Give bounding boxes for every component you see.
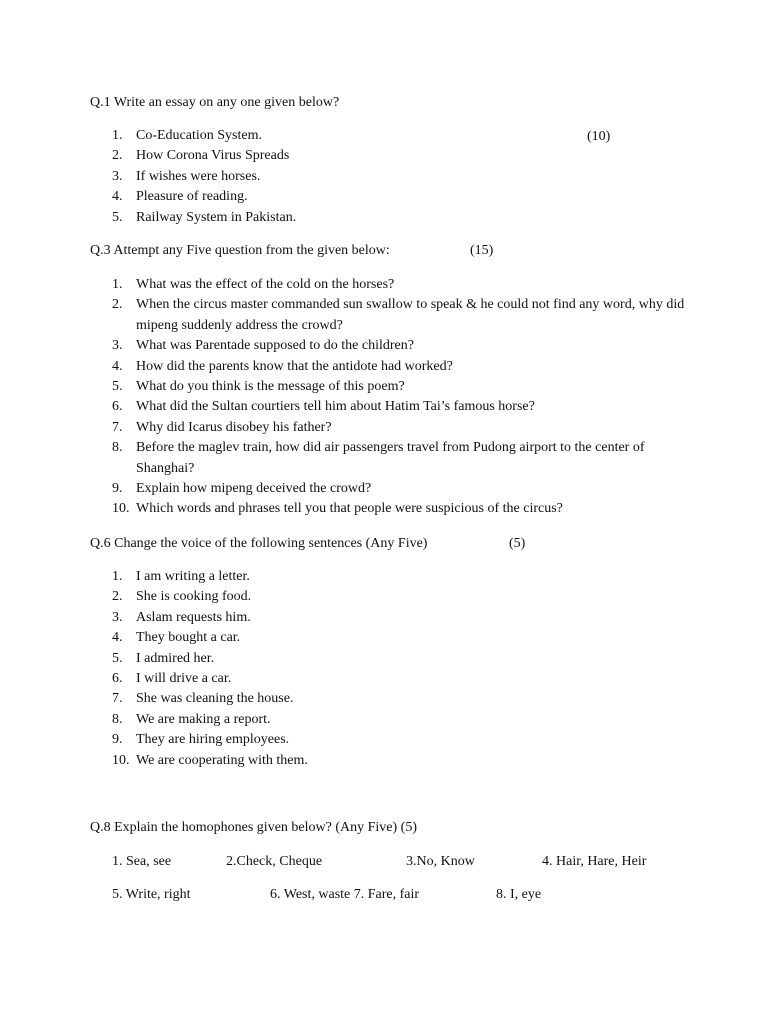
list-item: 4. They bought a car. [112, 630, 241, 646]
list-item: 2. How Corona Virus Spreads [112, 148, 290, 164]
homophone-5: 5. Write, right [112, 887, 191, 902]
q1-heading: Q.1 Write an essay on any one given below? [90, 95, 340, 110]
list-item: 7. Why did Icarus disobey his father? [112, 419, 332, 435]
list-item: 10. We are cooperating with them. [112, 752, 308, 768]
list-item: 1. I am writing a letter. [112, 569, 250, 584]
q3-list [112, 275, 692, 520]
list-item: 2. She is cooking food. [112, 589, 252, 605]
q1-marks: (10) [587, 129, 611, 144]
homophone-4: 4. Hair, Hare, Heir [542, 854, 647, 869]
list-item: 9. They are hiring employees. [112, 732, 290, 748]
list-item: 5. Railway System in Pakistan. [112, 209, 297, 225]
list-item: 7. She was cleaning the house. [112, 691, 294, 707]
q1-list [112, 126, 692, 228]
q3-marks: (15) [470, 243, 494, 258]
list-item: 5. What do you think is the message of this poem? [112, 379, 405, 395]
list-item: 10. Which words and phrases tell you that people were suspicious of the circus? [112, 501, 563, 517]
list-item: 5. I admired her. [112, 650, 215, 666]
q6-heading: Q.6 Change the voice of the following sentences (Any Five) [90, 536, 428, 551]
list-item: 6. What did the Sultan courtiers tell him about Hatim Tai’s famous horse? [112, 399, 535, 415]
q6-marks: (5) [509, 536, 526, 551]
q3-heading: Q.3 Attempt any Five question from the given below: [90, 243, 390, 258]
homophone-8: 8. I, eye [496, 887, 542, 902]
list-item: 9. Explain how mipeng deceived the crowd? [112, 481, 372, 497]
list-item: 8. Before the maglev train, how did air passengers travel from Pudong airport to the center of Shanghai? [112, 440, 645, 476]
list-item: 4. Pleasure of reading. [112, 189, 248, 205]
list-item: 3. Aslam requests him. [112, 609, 251, 625]
list-item: 1. What was the effect of the cold on the horses? [112, 277, 395, 292]
q6-list [112, 567, 692, 771]
list-item: 3. If wishes were horses. [112, 168, 261, 184]
list-item: 1. Co-Education System. [112, 128, 262, 143]
list-item: 2. When the circus master commanded sun swallow to speak & he could not find any word, why did mipeng suddenly address the crowd? [112, 297, 685, 333]
homophone-2: 2.Check, Cheque [226, 854, 323, 869]
list-item: 4. How did the parents know that the antidote had worked? [112, 358, 453, 374]
list-item: 3. What was Parentade supposed to do the children? [112, 338, 414, 354]
homophone-6-7: 6. West, waste 7. Fare, fair [270, 887, 420, 902]
list-item: 8. We are making a report. [112, 711, 271, 727]
homophone-1: 1. Sea, see [112, 854, 172, 869]
homophone-3: 3.No, Know [406, 854, 475, 869]
q8-heading: Q.8 Explain the homophones given below? (Any Five) (5) [90, 820, 417, 835]
list-item: 6. I will drive a car. [112, 671, 232, 687]
